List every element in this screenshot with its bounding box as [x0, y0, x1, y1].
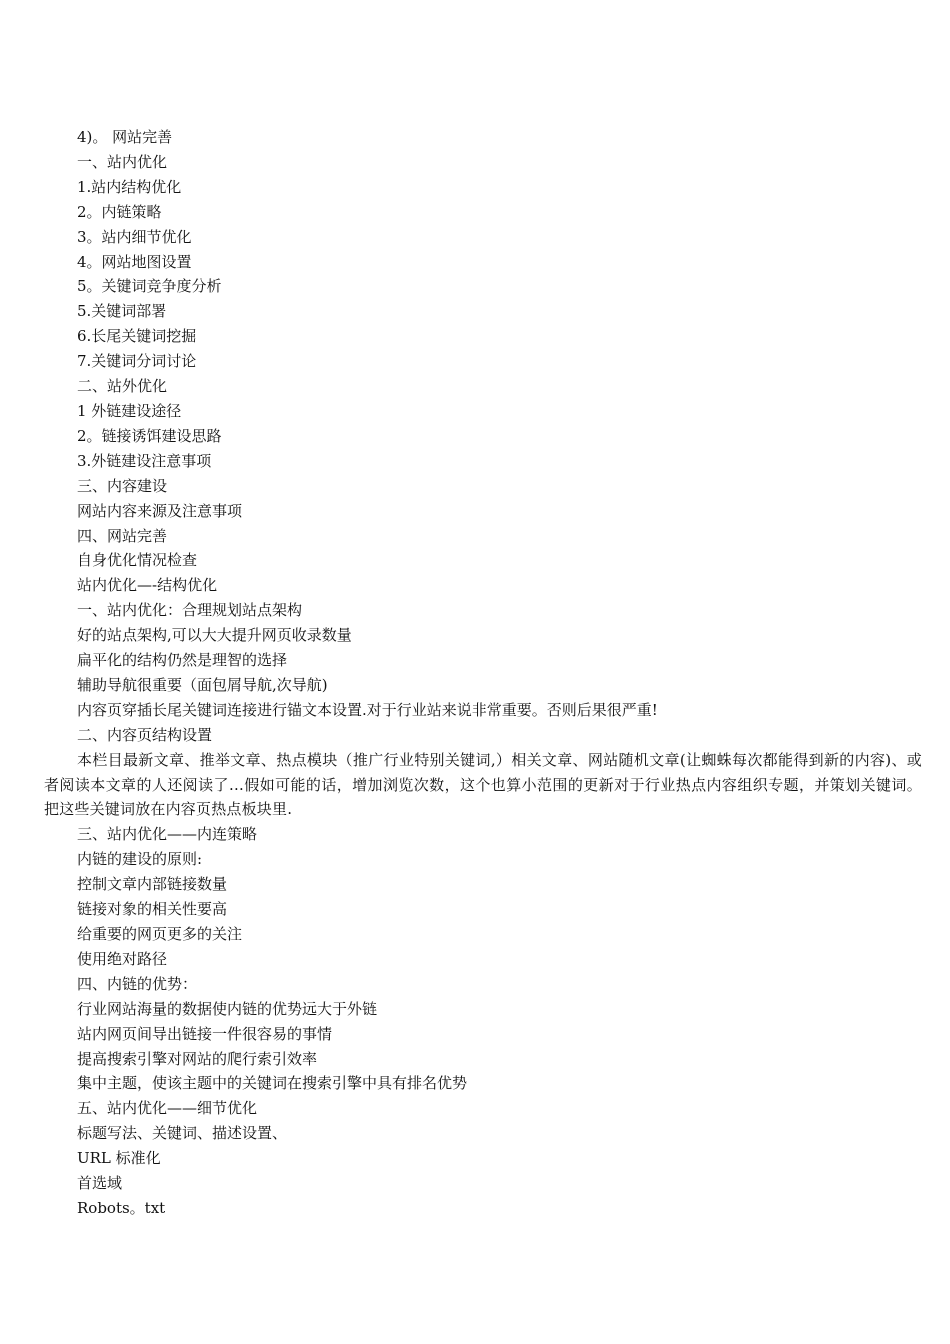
text-line: 一、站内优化：合理规划站点架构: [77, 601, 303, 620]
text-line: 扁平化的结构仍然是理智的选择: [77, 651, 288, 670]
text-line: 内容页穿插长尾关键词连接进行锚文本设置.对于行业站来说非常重要。否则后果很严重!: [77, 700, 658, 719]
text-line: 站内优化—-结构优化: [77, 576, 218, 595]
text-line: 2。链接诱饵建设思路: [77, 426, 222, 445]
outline-list-top: [44, 125, 922, 748]
text-line: 3。站内细节优化: [77, 227, 192, 246]
text-line: 2。内链策略: [77, 202, 162, 221]
text-line: 5.关键词部署: [77, 302, 167, 321]
text-line: 一、站内优化: [77, 152, 168, 171]
text-line: 二、站外优化: [77, 377, 168, 396]
text-line: 辅助导航很重要（面包屑导航,次导航): [77, 675, 328, 694]
text-line: 四、内链的优势：: [77, 974, 198, 993]
outline-list-bottom: [44, 822, 922, 1221]
text-line: 5。关键词竞争度分析: [77, 277, 222, 296]
text-line: 标题写法、关键词、描述设置、: [77, 1124, 288, 1143]
text-line: 首选域: [77, 1174, 123, 1193]
text-line: 使用绝对路径: [77, 949, 168, 968]
text-line: 6.长尾关键词挖掘: [77, 327, 197, 346]
text-line: 五、站内优化——细节优化: [77, 1099, 258, 1118]
text-line: 网站内容来源及注意事项: [77, 501, 243, 520]
text-line: 控制文章内部链接数量: [77, 875, 228, 894]
text-line: 4。网站地图设置: [77, 252, 192, 271]
text-line: 内链的建设的原则:: [77, 850, 203, 869]
text-line: 三、内容建设: [77, 476, 168, 495]
text-line: 二、内容页结构设置: [77, 725, 213, 744]
body-paragraph: 本栏目最新文章、推举文章、热点模块（推广行业特别关键词,）相关文章、网站随机文章(让蜘蛛每次都能得到新的内容)、或者阅读本文章的人还阅读了…假如可能的话，增加浏览次数，这个也算小范围的更新对于行业热点内容组织专题，并策划关键词。把这些关键词放在内容页热点板块里.: [44, 750, 922, 819]
text-line: 7.关键词分词讨论: [77, 352, 197, 371]
text-line: 好的站点架构,可以大大提升网页收录数量: [77, 626, 352, 645]
text-line: 链接对象的相关性要高: [77, 900, 228, 919]
text-line: 给重要的网页更多的关注: [77, 925, 243, 943]
text-line: 4)。 网站完善: [77, 128, 173, 146]
text-line: 3.外链建设注意事项: [77, 451, 212, 470]
text-line: 行业网站海量的数据使内链的优势远大于外链: [77, 999, 378, 1018]
document-body: [44, 125, 922, 1221]
text-line: 自身优化情况检查: [77, 551, 198, 570]
text-line: Robots。txt: [77, 1198, 166, 1217]
text-line: 集中主题，使该主题中的关键词在搜索引擎中具有排名优势: [77, 1074, 468, 1093]
text-line: 四、网站完善: [77, 526, 168, 545]
text-line: 1.站内结构优化: [77, 177, 182, 196]
text-line: 站内网页间导出链接一件很容易的事情: [77, 1024, 333, 1043]
text-line: 三、站内优化——内连策略: [77, 825, 258, 844]
text-line: 1 外链建设途径: [77, 401, 182, 420]
text-line: 提高搜索引擎对网站的爬行索引效率: [77, 1049, 318, 1068]
text-line: URL 标准化: [77, 1149, 161, 1168]
